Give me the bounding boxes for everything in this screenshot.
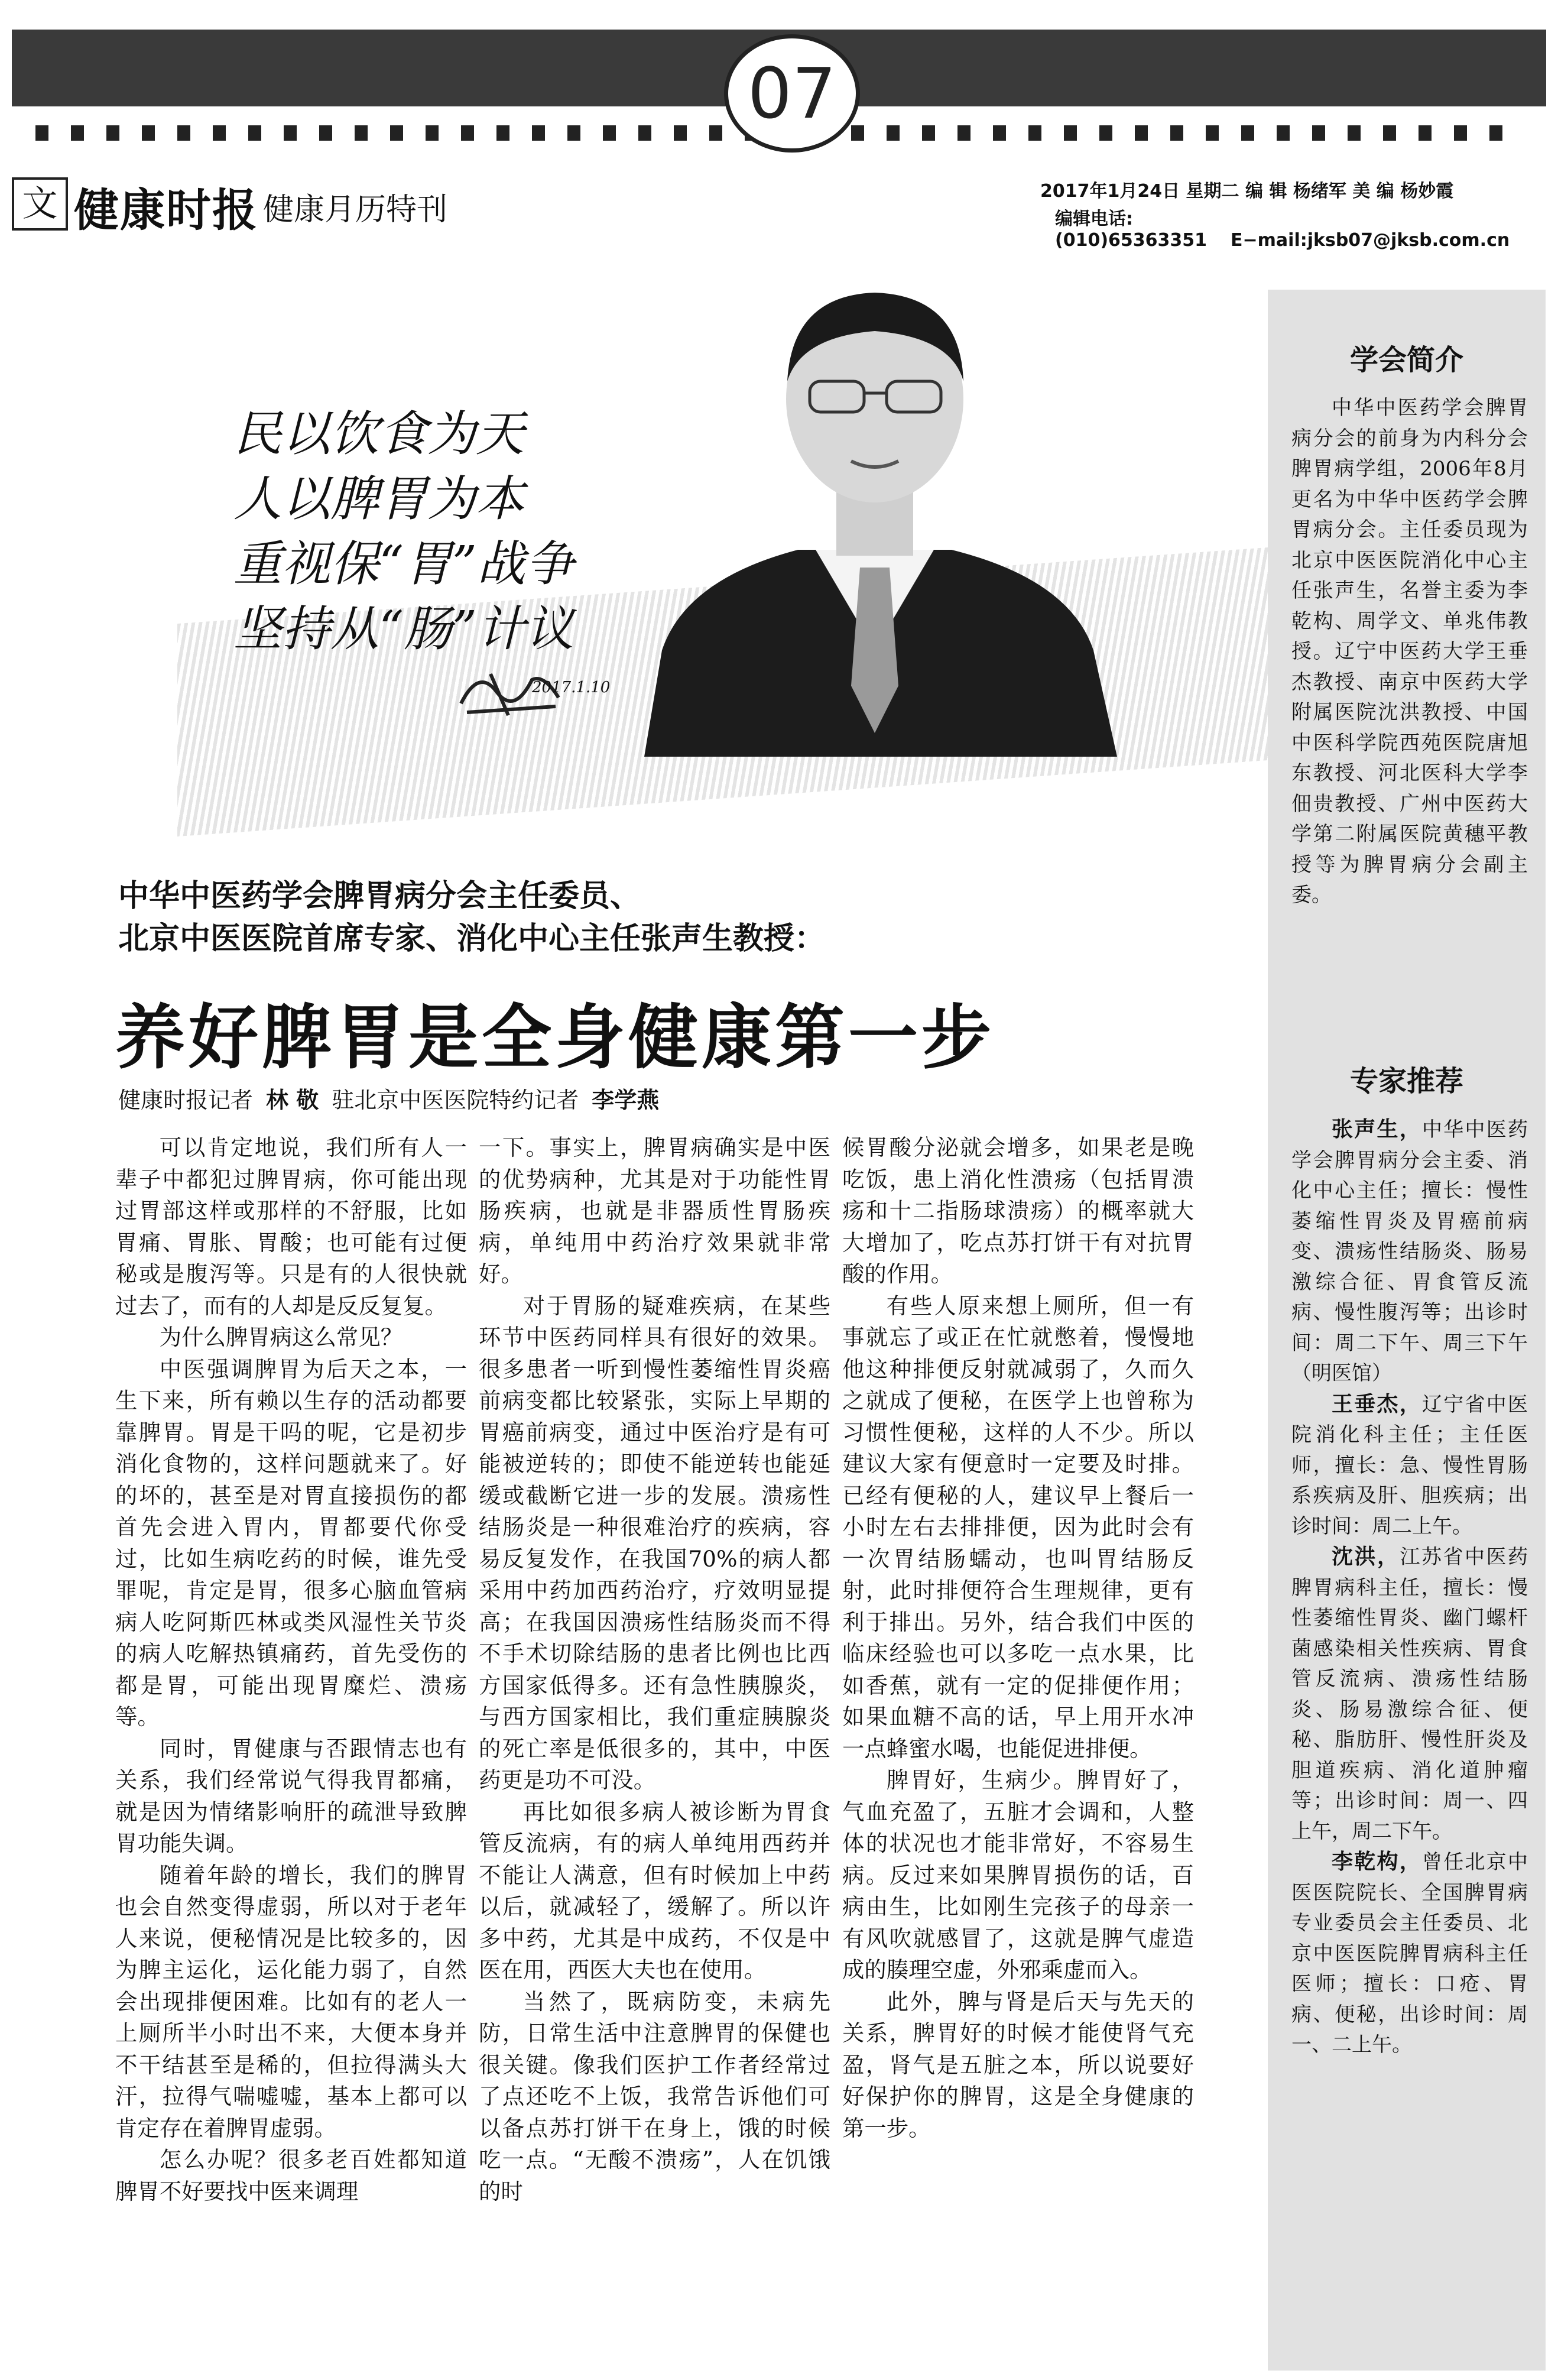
signature-date: 2017.1.10: [532, 679, 611, 696]
perforation-mark: [1206, 125, 1219, 141]
paragraph: 中医强调脾胃为后天之本，一生下来，所有赖以生存的活动都要靠脾胃。胃是干吗的呢，它是初步消化食物的，这样问题就来了。好的坏的，甚至是对胃直接损伤的都首先会进入胃内，胃都要代你受过，比如生病吃药的时候，谁先受罪呢，肯定是胃，很多心脑血管病病人吃阿斯匹林或类风湿性关节炎的病人吃解热镇痛药，首先受伤的都是胃，可能出现胃糜烂、溃疡等。: [115, 1356, 467, 1730]
society-intro-text: 中华中医药学会脾胃病分会的前身为内科分会脾胃病学组，2006年8月更名为中华中医药学会脾胃病分会。主任委员现为北京中医医院消化中心主任张声生，名誉主委为李乾构、周学文、单兆伟教授。辽宁中医药大学王垂杰教授、南京中医药大学附属医院沈洪教授、中国中医科学院西苑医院唐旭东教授、河北医科大学李佃贵教授、广州中医药大学第二附属医院黄穗平教授等为脾胃病分会副主委。: [1291, 396, 1528, 907]
perforation-mark: [1312, 125, 1325, 141]
subheading-line-2: 北京中医医院首席专家、消化中心主任张声生教授：: [118, 921, 826, 956]
perforation-mark: [248, 125, 261, 141]
perforation-mark: [1099, 125, 1112, 141]
page-number: 07: [724, 34, 860, 153]
expert-description: 中华中医药学会脾胃病分会主委、消化中心主任；擅长：慢性萎缩性胃炎及胃癌前病变、溃疡性结肠炎、肠易激综合征、胃食管反流病、慢性腹泻等；出诊时间：周二下午、周三下午（明医馆）: [1291, 1118, 1528, 1385]
subheading-line-1: 中华中医药学会脾胃病分会主任委员、: [118, 878, 641, 914]
paragraph: 对于胃肠的疑难疾病，在某些环节中医药同样具有很好的效果。很多患者一听到慢性萎缩性胃炎癌前病变都比较紧张，实际上早期的胃癌前病变，通过中医治疗是有可能被逆转的；即使不能逆转也能延缓或截断它进一步的发展。溃疡性结肠炎是一种很难治疗的疾病，容易反复发作，在我国70%的病人都采用中药加西药治疗，疗效明显提高；在我国因溃疡性结肠炎而不得不手术切除结肠的患者比例也比西方国家低得多。还有急性胰腺炎，与西方国家相比，我们重症胰腺炎的死亡率是低很多的，其中，中医药更是功不可没。: [479, 1292, 830, 1793]
perforation-mark: [887, 125, 900, 141]
perforation-mark: [709, 125, 722, 141]
perforation-mark: [213, 125, 226, 141]
newspaper-logo: 文: [12, 177, 68, 231]
society-intro-title: 学会简介: [1349, 343, 1463, 377]
reporter-name: 林 敬: [266, 1087, 319, 1113]
perforation-mark: [957, 125, 970, 141]
perforation-mark: [993, 125, 1006, 141]
expert-list: [1291, 1114, 1528, 2061]
expert-description: 曾任北京中医医院院长、全国脾胃病专业委员会主任委员、北京中医医院脾胃病科主任医师；擅长：口疮、胃病、便秘，出诊时间：周一、二上午。: [1291, 1850, 1528, 2057]
paragraph: 可以肯定地说，我们所有人一辈子中都犯过脾胃病，你可能出现过胃部这样或那样的不舒服，比如胃痛、胃胀、胃酸；也可能有过便秘或是腹泻等。只是有的人很快就过去了，而有的人却是反反复复。: [115, 1134, 467, 1319]
paragraph: 有些人原来想上厕所，但一有事就忘了或正在忙就憋着，慢慢地他这种排便反射就减弱了，久而久之就成了便秘，在医学上也曾称为习惯性便秘，这样的人不少。所以建议大家有便意时一定要及时排。已经有便秘的人，建议早上餐后一小时左右去排排便，因为此时会有一次胃结肠蠕动，也叫胃结肠反射，此时排便符合生理规律，更有利于排出。另外，结合我们中医的临床经验也可以多吃一点水果，比如香蕉，就有一定的促排便作用；如果血糖不高的话，早上用开水冲一点蜂蜜水喝，也能促进排便。: [842, 1292, 1194, 1762]
perforation-mark: [532, 125, 545, 141]
perforation-mark: [1348, 125, 1361, 141]
byline-prefix: 健康时报记者: [118, 1087, 254, 1113]
portrait-photo: [621, 272, 1129, 757]
perforation-mark: [71, 125, 84, 141]
perforation-mark: [1383, 125, 1396, 141]
perforation-mark: [1064, 125, 1077, 141]
perforation-mark: [1489, 125, 1502, 141]
editor-phone: 编辑电话:(010)65363351: [1055, 209, 1208, 251]
perforation-mark: [638, 125, 651, 141]
calligraphy-line: 人以脾胃为本: [233, 471, 524, 527]
expert-entry: [1291, 1542, 1528, 1847]
perforation-mark: [603, 125, 616, 141]
perforation-mark: [1277, 125, 1290, 141]
paragraph: 此外，脾与肾是后天与先天的关系，脾胃好的时候才能使肾气充盈，肾气是五脏之本，所以说要好好保护你的脾胃，这是全身健康的第一步。: [842, 1988, 1194, 2141]
perforation-mark: [1419, 125, 1432, 141]
calligraphy-line: 重视保“胃”战争: [233, 536, 574, 592]
perforation-mark: [1028, 125, 1041, 141]
contact-info: [1055, 204, 1546, 251]
calligraphy-line: 坚持从“肠”计议: [233, 601, 574, 657]
expert-entry: [1291, 1389, 1528, 1542]
article-column-1: [115, 1132, 467, 2207]
perforation-mark: [1241, 125, 1254, 141]
paragraph: 候胃酸分泌就会增多，如果老是晚吃饭，患上消化性溃疡（包括胃溃疡和十二指肠球溃疡）的概率就大大增加了，吃点苏打饼干有对抗胃酸的作用。: [842, 1134, 1194, 1287]
paragraph: 为什么脾胃病这么常见？: [159, 1324, 403, 1350]
calligraphy-line: 民以饮食为天: [233, 406, 524, 462]
article-subheading: [118, 875, 1241, 960]
reporter-name: 李学燕: [592, 1087, 660, 1113]
paragraph: 怎么办呢？很多老百姓都知道脾胃不好要找中医来调理: [115, 2146, 467, 2204]
expert-name: 李乾构，: [1332, 1849, 1422, 1874]
expert-name: 张声生，: [1332, 1117, 1422, 1142]
expert-name: 沈洪，: [1332, 1544, 1400, 1569]
perforation-mark: [1135, 125, 1148, 141]
expert-entry: [1291, 1114, 1528, 1389]
article-column-2: [479, 1132, 830, 2207]
special-edition-title: 健康月历特刊: [263, 192, 448, 228]
perforation-mark: [922, 125, 935, 141]
perforation-mark: [674, 125, 687, 141]
paragraph: 当然了，既病防变，未病先防，日常生活中注意脾胃的保健也很关键。像我们医护工作者经常过了点还吃不上饭，我常告诉他们可以备点苏打饼干在身上，饿的时候吃一点。“无酸不溃疡”，人在饥饿的时: [479, 1988, 830, 2204]
perforation-mark: [426, 125, 439, 141]
paragraph: 脾胃好，生病少。脾胃好了，气血充盈了，五脏才会调和，人整体的状况也才能非常好，不容易生病。反过来如果脾胃损伤的话，百病由生，比如刚生完孩子的母亲一有风吹就感冒了，这就是脾气虚造成的腠理空虚，外邪乘虚而入。: [842, 1767, 1194, 1983]
byline-mid: 驻北京中医医院特约记者: [332, 1087, 579, 1113]
perforation-mark: [1170, 125, 1183, 141]
expert-entry: [1291, 1847, 1528, 2061]
calligraphy-inscription: [233, 402, 641, 662]
expert-description: 江苏省中医药脾胃病科主任，擅长：慢性萎缩性胃炎、幽门螺杆菌感染相关性疾病、胃食管反流病、溃疡性结肠炎、肠易激综合征、便秘、脂肪肝、慢性肝炎及胆道疾病、消化道肿瘤等；出诊时间：周一、四上午，周二下午。: [1291, 1545, 1528, 1843]
byline: [118, 1082, 672, 1114]
perforation-mark: [284, 125, 297, 141]
perforation-mark: [851, 125, 864, 141]
perforation-mark: [177, 125, 190, 141]
newspaper-name: 健康时报: [74, 184, 258, 236]
paragraph: 再比如很多病人被诊断为胃食管反流病，有的病人单纯用西药并不能让人满意，但有时候加上中药以后，就减轻了，缓解了。所以许多中药，尤其是中成药，不仅是中医在用，西医大夫也在使用。: [479, 1798, 830, 1983]
perforation-mark: [1454, 125, 1467, 141]
paragraph: 随着年龄的增长，我们的脾胃也会自然变得虚弱，所以对于老年人来说，便秘情况是比较多的，因为脾主运化，运化能力弱了，自然会出现排便困难。比如有的老人一上厕所半小时出不来，大便本身并不干结甚至是稀的，但拉得满头大汗，拉得气喘嘘嘘，基本上都可以肯定存在着脾胃虚弱。: [115, 1862, 467, 2141]
perforation-mark: [567, 125, 580, 141]
article-column-3: [842, 1132, 1194, 2144]
editor-email: E−mail:jksb07@jksb.com.cn: [1231, 230, 1510, 251]
expert-name: 王垂杰，: [1332, 1391, 1422, 1416]
perforation-mark: [461, 125, 474, 141]
perforation-mark: [496, 125, 509, 141]
perforation-mark: [142, 125, 155, 141]
perforation-mark: [35, 125, 48, 141]
perforation-mark: [319, 125, 332, 141]
expert-description: 辽宁省中医院消化科主任；主任医师，擅长：急、慢性胃肠系疾病及肝、胆疾病；出诊时间：周二上午。: [1291, 1392, 1528, 1538]
paragraph: 同时，胃健康与否跟情志也有关系，我们经常说气得我胃都痛，就是因为情绪影响肝的疏泄导致脾胃功能失调。: [115, 1735, 467, 1856]
experts-title: 专家推荐: [1349, 1065, 1463, 1098]
perforation-mark: [390, 125, 403, 141]
sidebar: [1268, 290, 1546, 2371]
society-intro: [1291, 393, 1528, 911]
perforation-mark: [106, 125, 119, 141]
paragraph: 一下。事实上，脾胃病确实是中医的优势病种，尤其是对于功能性胃肠疾病，也就是非器质性胃肠疾病，单纯用中药治疗效果就非常好。: [479, 1134, 830, 1287]
article-headline: 养好脾胃是全身健康第一步: [115, 996, 995, 1078]
dateline: 2017年1月24日 星期二 编 辑 杨绪军 美 编 杨妙霞: [1040, 181, 1454, 202]
perforation-mark: [355, 125, 368, 141]
